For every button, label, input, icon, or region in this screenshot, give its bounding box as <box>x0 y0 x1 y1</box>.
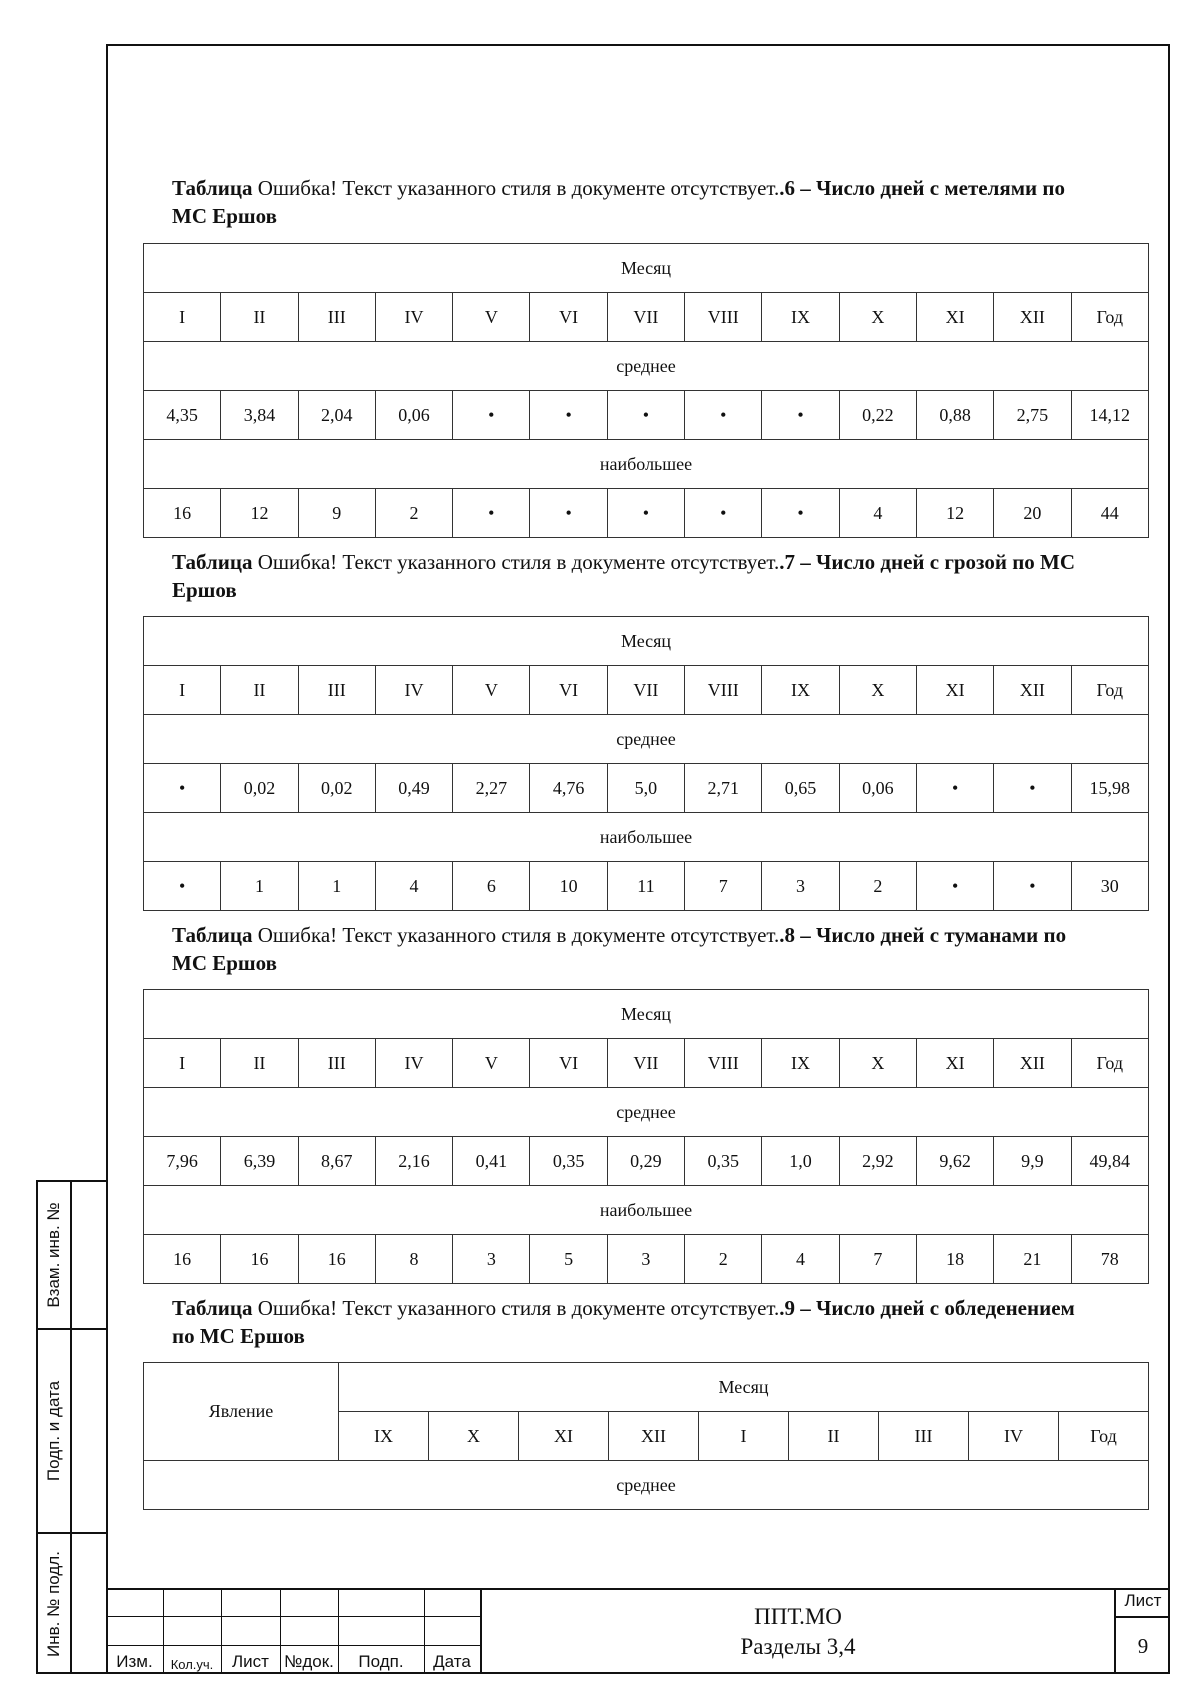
sheet-label: Лист <box>1116 1588 1170 1618</box>
table-thunderstorm-days <box>143 616 1149 911</box>
stamp-row-replace <box>38 1182 106 1330</box>
avg-value: 0,22 <box>839 391 916 440</box>
stamp-row-inventory <box>38 1534 106 1674</box>
month-cell: II <box>221 293 298 342</box>
month-cell: III <box>298 293 375 342</box>
month-cell: I <box>699 1412 789 1461</box>
title-block <box>106 1588 1170 1674</box>
avg-value: 2,27 <box>453 764 530 813</box>
col-change: Изм. <box>116 1652 153 1671</box>
month-cell: XII <box>994 1039 1071 1088</box>
max-value: • <box>607 489 684 538</box>
month-cell: X <box>839 293 916 342</box>
month-header: Месяц <box>144 990 1149 1039</box>
max-label: наибольшее <box>144 440 1149 489</box>
month-cell: III <box>298 666 375 715</box>
month-cell: Год <box>1071 666 1148 715</box>
max-value: 20 <box>994 489 1071 538</box>
avg-value: • <box>994 764 1071 813</box>
avg-value: 15,98 <box>1071 764 1148 813</box>
max-value: 4 <box>762 1235 839 1284</box>
max-value: • <box>916 862 993 911</box>
month-cell: V <box>453 293 530 342</box>
avg-value: 1,0 <box>762 1137 839 1186</box>
month-cell: VI <box>530 293 607 342</box>
max-value: 9 <box>298 489 375 538</box>
max-value: 5 <box>530 1235 607 1284</box>
month-header: Месяц <box>144 244 1149 293</box>
max-value: 2 <box>839 862 916 911</box>
avg-value: 6,39 <box>221 1137 298 1186</box>
month-cell: IV <box>375 293 452 342</box>
sheet-number: 9 <box>1137 1634 1149 1658</box>
month-cell: VIII <box>685 666 762 715</box>
max-value: 3 <box>607 1235 684 1284</box>
month-cell: III <box>298 1039 375 1088</box>
max-value: • <box>453 489 530 538</box>
month-cell: Год <box>1059 1412 1149 1461</box>
max-value: 10 <box>530 862 607 911</box>
avg-value: 2,71 <box>685 764 762 813</box>
month-cell: I <box>144 293 221 342</box>
max-value: 4 <box>839 489 916 538</box>
avg-label: среднее <box>144 1088 1149 1137</box>
month-cell: IV <box>375 666 452 715</box>
max-label: наибольшее <box>144 813 1149 862</box>
month-cell: VIII <box>685 293 762 342</box>
max-value: 12 <box>221 489 298 538</box>
avg-value: • <box>530 391 607 440</box>
avg-value: 4,35 <box>144 391 221 440</box>
month-cell: XI <box>916 666 993 715</box>
max-value: 1 <box>221 862 298 911</box>
avg-value: 4,76 <box>530 764 607 813</box>
avg-value: 0,41 <box>453 1137 530 1186</box>
month-cell: III <box>879 1412 969 1461</box>
max-value: 7 <box>839 1235 916 1284</box>
max-value: 2 <box>375 489 452 538</box>
avg-label: среднее <box>144 715 1149 764</box>
table-caption-3: Таблица Ошибка! Текст указанного стиля в документе отсутствует..8 – Число дней с туманами по МС Ершов <box>172 923 1067 975</box>
max-value: 3 <box>453 1235 530 1284</box>
stamp-side-label: Инв. № подл. <box>44 1551 63 1657</box>
max-value: 11 <box>607 862 684 911</box>
avg-value: 9,62 <box>916 1137 993 1186</box>
max-value: 6 <box>453 862 530 911</box>
avg-value: 0,35 <box>685 1137 762 1186</box>
month-cell: XI <box>519 1412 609 1461</box>
avg-value: 7,96 <box>144 1137 221 1186</box>
avg-value: • <box>607 391 684 440</box>
sheet-box <box>1114 1588 1170 1674</box>
month-cell: X <box>839 666 916 715</box>
month-cell: XI <box>916 293 993 342</box>
max-value: 78 <box>1071 1235 1148 1284</box>
table-fog-days <box>143 989 1149 1284</box>
month-cell: IX <box>762 293 839 342</box>
month-cell: VII <box>607 1039 684 1088</box>
avg-value: 3,84 <box>221 391 298 440</box>
avg-label: среднее <box>144 1461 1149 1510</box>
avg-value: 5,0 <box>607 764 684 813</box>
avg-value: 9,9 <box>994 1137 1071 1186</box>
max-value: 4 <box>375 862 452 911</box>
month-cell: XI <box>916 1039 993 1088</box>
month-cell: VI <box>530 1039 607 1088</box>
month-cell: VII <box>607 293 684 342</box>
revision-grid <box>106 1588 480 1674</box>
max-value: 16 <box>144 489 221 538</box>
max-value: 30 <box>1071 862 1148 911</box>
table-caption-1: Таблица Ошибка! Текст указанного стиля в документе отсутствует..6 – Число дней с метелями по МС Ершов <box>172 176 1065 228</box>
stamp-row-sign-date <box>38 1330 106 1534</box>
month-cell: IV <box>969 1412 1059 1461</box>
max-value: 16 <box>298 1235 375 1284</box>
avg-label: среднее <box>144 342 1149 391</box>
month-cell: IX <box>762 1039 839 1088</box>
avg-value: 49,84 <box>1071 1137 1148 1186</box>
month-cell: VI <box>530 666 607 715</box>
avg-value: 14,12 <box>1071 391 1148 440</box>
avg-value: • <box>762 391 839 440</box>
avg-value: • <box>144 764 221 813</box>
table-caption-4: Таблица Ошибка! Текст указанного стиля в документе отсутствует..9 – Число дней с обледенением по МС Ершов <box>172 1296 1075 1348</box>
col-count: Кол.уч. <box>170 1657 214 1672</box>
month-cell: II <box>789 1412 879 1461</box>
max-value: 3 <box>762 862 839 911</box>
month-cell: XII <box>994 666 1071 715</box>
month-cell: IV <box>375 1039 452 1088</box>
month-cell: VII <box>607 666 684 715</box>
month-cell: V <box>453 666 530 715</box>
avg-value: 0,49 <box>375 764 452 813</box>
avg-value: 8,67 <box>298 1137 375 1186</box>
stamp-side-strip <box>36 1180 106 1674</box>
max-value: 8 <box>375 1235 452 1284</box>
max-value: 12 <box>916 489 993 538</box>
col-docnum: №док. <box>284 1652 334 1671</box>
table-blizzard-days <box>143 243 1149 538</box>
month-cell: IX <box>339 1412 429 1461</box>
max-label: наибольшее <box>144 1186 1149 1235</box>
month-cell: XII <box>994 293 1071 342</box>
document-title <box>480 1588 1114 1674</box>
avg-value: 2,75 <box>994 391 1071 440</box>
month-cell: Год <box>1071 293 1148 342</box>
month-header: Месяц <box>144 617 1149 666</box>
max-value: 16 <box>144 1235 221 1284</box>
avg-value: 0,65 <box>762 764 839 813</box>
col-sheet: Лист <box>232 1652 269 1671</box>
stamp-side-label: Взам. инв. № <box>44 1202 63 1308</box>
max-value: 2 <box>685 1235 762 1284</box>
max-value: • <box>762 489 839 538</box>
doc-title: Разделы 3,4 <box>740 1634 856 1659</box>
month-header: Месяц <box>339 1363 1149 1412</box>
max-value: 21 <box>994 1235 1071 1284</box>
max-value: 1 <box>298 862 375 911</box>
max-value: 18 <box>916 1235 993 1284</box>
month-cell: IX <box>762 666 839 715</box>
max-value: • <box>994 862 1071 911</box>
month-cell: XII <box>609 1412 699 1461</box>
phenomenon-header: Явление <box>144 1363 339 1461</box>
avg-value: 2,16 <box>375 1137 452 1186</box>
avg-value: 0,88 <box>916 391 993 440</box>
avg-value: • <box>685 391 762 440</box>
avg-value: 0,29 <box>607 1137 684 1186</box>
max-value: 44 <box>1071 489 1148 538</box>
avg-value: 0,02 <box>298 764 375 813</box>
table-icing-days <box>143 1362 1149 1510</box>
avg-value: 2,04 <box>298 391 375 440</box>
table-caption-2: Таблица Ошибка! Текст указанного стиля в документе отсутствует..7 – Число дней с грозой по МС Ершов <box>172 550 1076 602</box>
month-cell: I <box>144 666 221 715</box>
avg-value: • <box>453 391 530 440</box>
month-cell: X <box>839 1039 916 1088</box>
col-sign: Подп. <box>358 1652 404 1671</box>
stamp-side-label: Подп. и дата <box>44 1380 63 1482</box>
month-cell: X <box>429 1412 519 1461</box>
max-value: • <box>685 489 762 538</box>
max-value: • <box>144 862 221 911</box>
avg-value: • <box>916 764 993 813</box>
avg-value: 0,06 <box>839 764 916 813</box>
avg-value: 2,92 <box>839 1137 916 1186</box>
month-cell: V <box>453 1039 530 1088</box>
month-cell: II <box>221 666 298 715</box>
avg-value: 0,35 <box>530 1137 607 1186</box>
col-date: Дата <box>433 1652 471 1671</box>
month-cell: I <box>144 1039 221 1088</box>
doc-code: ППТ.МО <box>754 1604 842 1629</box>
max-value: 7 <box>685 862 762 911</box>
month-cell: VIII <box>685 1039 762 1088</box>
month-cell: Год <box>1071 1039 1148 1088</box>
month-cell: II <box>221 1039 298 1088</box>
max-value: • <box>530 489 607 538</box>
avg-value: 0,02 <box>221 764 298 813</box>
avg-value: 0,06 <box>375 391 452 440</box>
max-value: 16 <box>221 1235 298 1284</box>
